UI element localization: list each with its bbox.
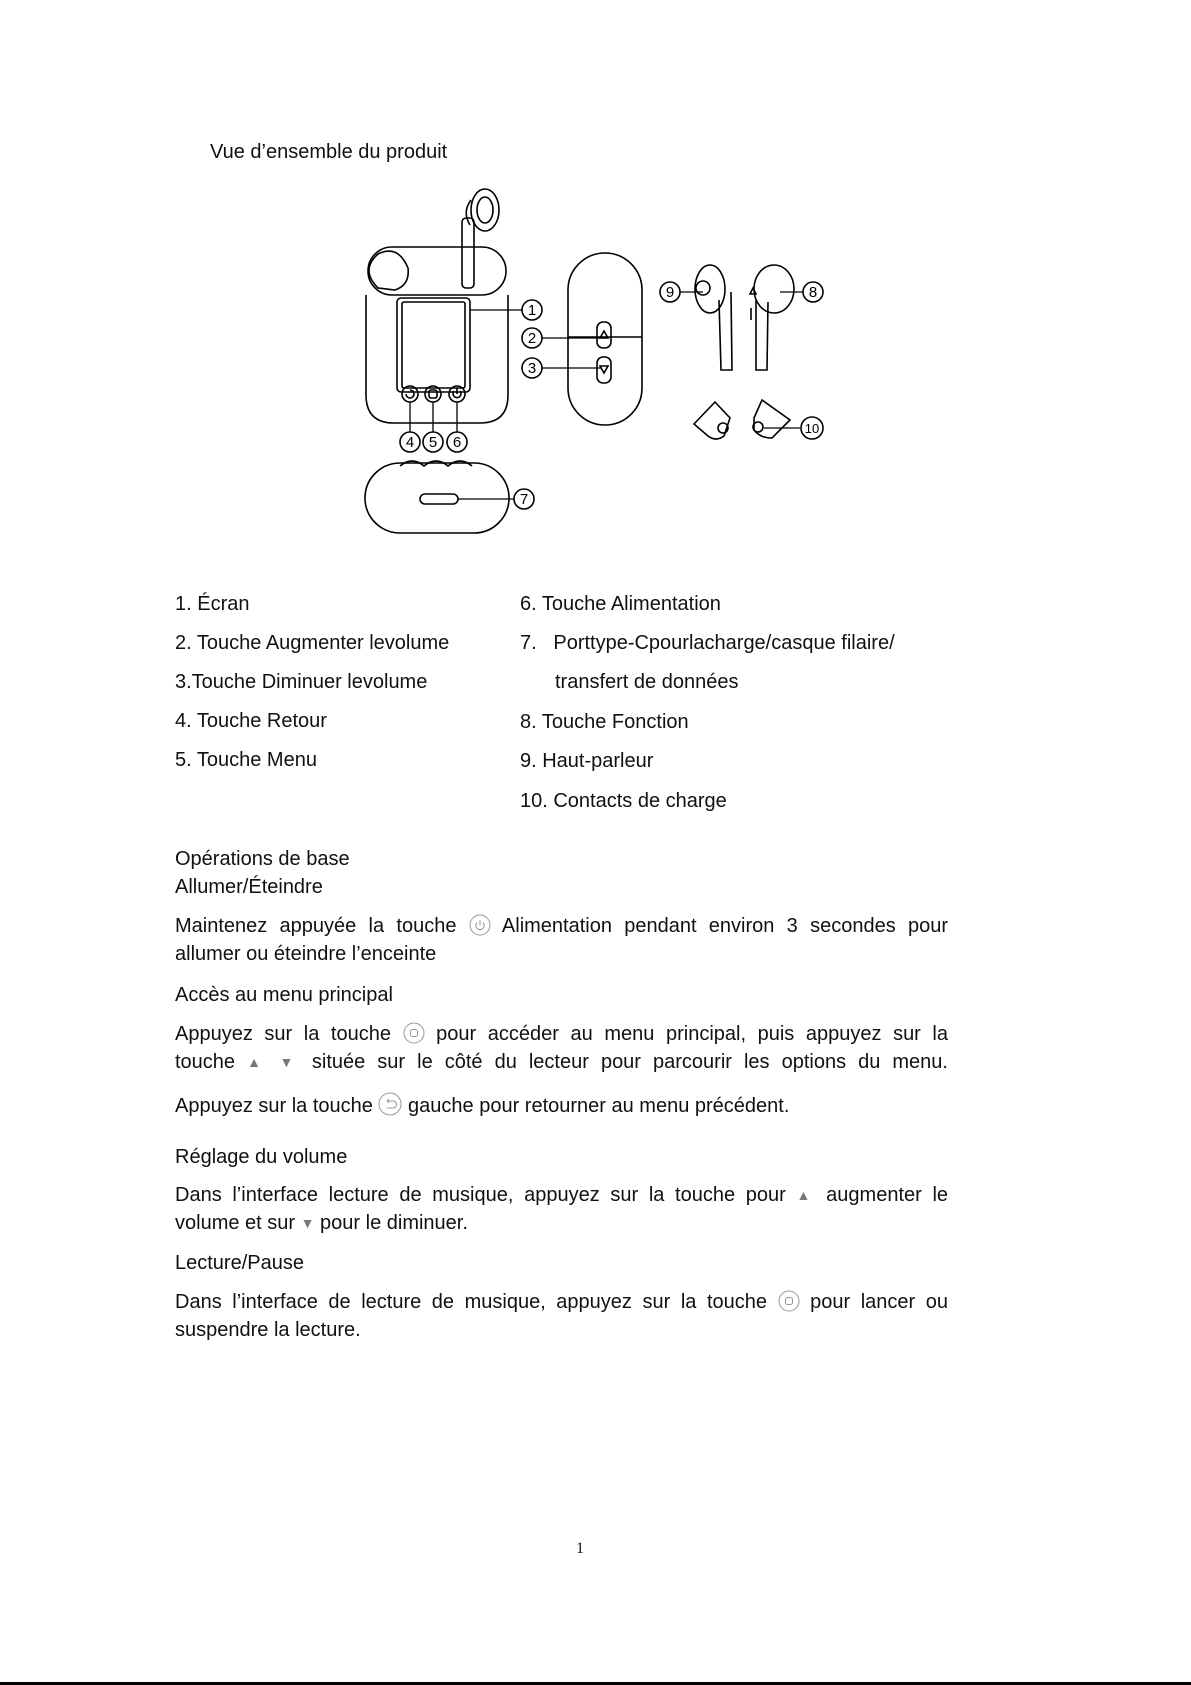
legend-item-1: 1. Écran xyxy=(175,593,250,615)
callout-1: 1 xyxy=(527,302,537,319)
paragraph-back: Appuyez sur la touche gauche pour retourner au menu précédent. xyxy=(175,1092,948,1120)
callout-10: 10 xyxy=(804,421,820,436)
legend-item-7-cont: transfert de données xyxy=(555,671,739,693)
product-diagram xyxy=(0,0,1191,560)
legend-item-7: 7. Porttype-Cpourlacharge/casque filaire/ xyxy=(520,632,895,654)
legend-item-3: 3.Touche Diminuer levolume xyxy=(175,671,428,693)
paragraph-menu: Appuyez sur la touche pour accéder au menu principal, puis appuyez sur la touche ▲ ▼ située sur le côté du lecteur pour parcourir les options du menu. xyxy=(175,1023,948,1073)
earbuds-illustration xyxy=(695,265,794,370)
case-bottom-illustration xyxy=(365,461,509,533)
legend-item-4: 4. Touche Retour xyxy=(175,710,327,732)
charging-contacts-illustration xyxy=(694,400,790,439)
triangle-up-icon: ▲ xyxy=(796,1187,816,1203)
heading-menu: Accès au menu principal xyxy=(175,984,393,1006)
legend-item-9: 9. Haut-parleur xyxy=(520,750,654,772)
case-side-illustration xyxy=(568,253,642,425)
legend-item-8: 8. Touche Fonction xyxy=(520,711,689,733)
triangle-up-icon: ▲ xyxy=(247,1054,268,1070)
legend-item-10: 10. Contacts de charge xyxy=(520,790,727,812)
legend-item-5: 5. Touche Menu xyxy=(175,749,317,771)
callout-2: 2 xyxy=(527,330,537,347)
section-title-basic-ops: Opérations de base xyxy=(175,848,350,870)
menu-icon xyxy=(778,1290,800,1312)
legend-item-6: 6. Touche Alimentation xyxy=(520,593,721,615)
callout-3: 3 xyxy=(527,360,537,377)
heading-volume: Réglage du volume xyxy=(175,1146,348,1168)
heading-power: Allumer/Éteindre xyxy=(175,876,323,898)
callout-8: 8 xyxy=(808,284,818,301)
back-icon xyxy=(378,1092,402,1116)
legend-item-2: 2. Touche Augmenter levolume xyxy=(175,632,450,654)
power-icon xyxy=(469,914,491,936)
callout-9: 9 xyxy=(665,284,675,301)
callout-5: 5 xyxy=(428,434,438,451)
paragraph-play: Dans l’interface de lecture de musique, appuyez sur la touche pour lancer ou suspendre la lecture. xyxy=(175,1291,948,1341)
paragraph-volume: Dans l’interface lecture de musique, appuyez sur la touche pour ▲ augmenter le volume et sur ▼ pour le diminuer. xyxy=(175,1184,949,1234)
callout-6: 6 xyxy=(452,434,462,451)
callout-7: 7 xyxy=(519,491,529,508)
menu-icon xyxy=(403,1022,425,1044)
callout-4: 4 xyxy=(405,434,415,451)
heading-play: Lecture/Pause xyxy=(175,1252,304,1274)
page-number: 1 xyxy=(576,1540,584,1557)
triangle-down-icon: ▼ xyxy=(300,1215,315,1231)
case-front-illustration xyxy=(366,189,508,423)
triangle-down-icon: ▼ xyxy=(279,1054,300,1070)
overview-title: Vue d’ensemble du produit xyxy=(210,141,448,163)
paragraph-power: Maintenez appuyée la touche Alimentation pendant environ 3 secondes pour allumer ou éteindre l’enceinte xyxy=(175,915,948,965)
